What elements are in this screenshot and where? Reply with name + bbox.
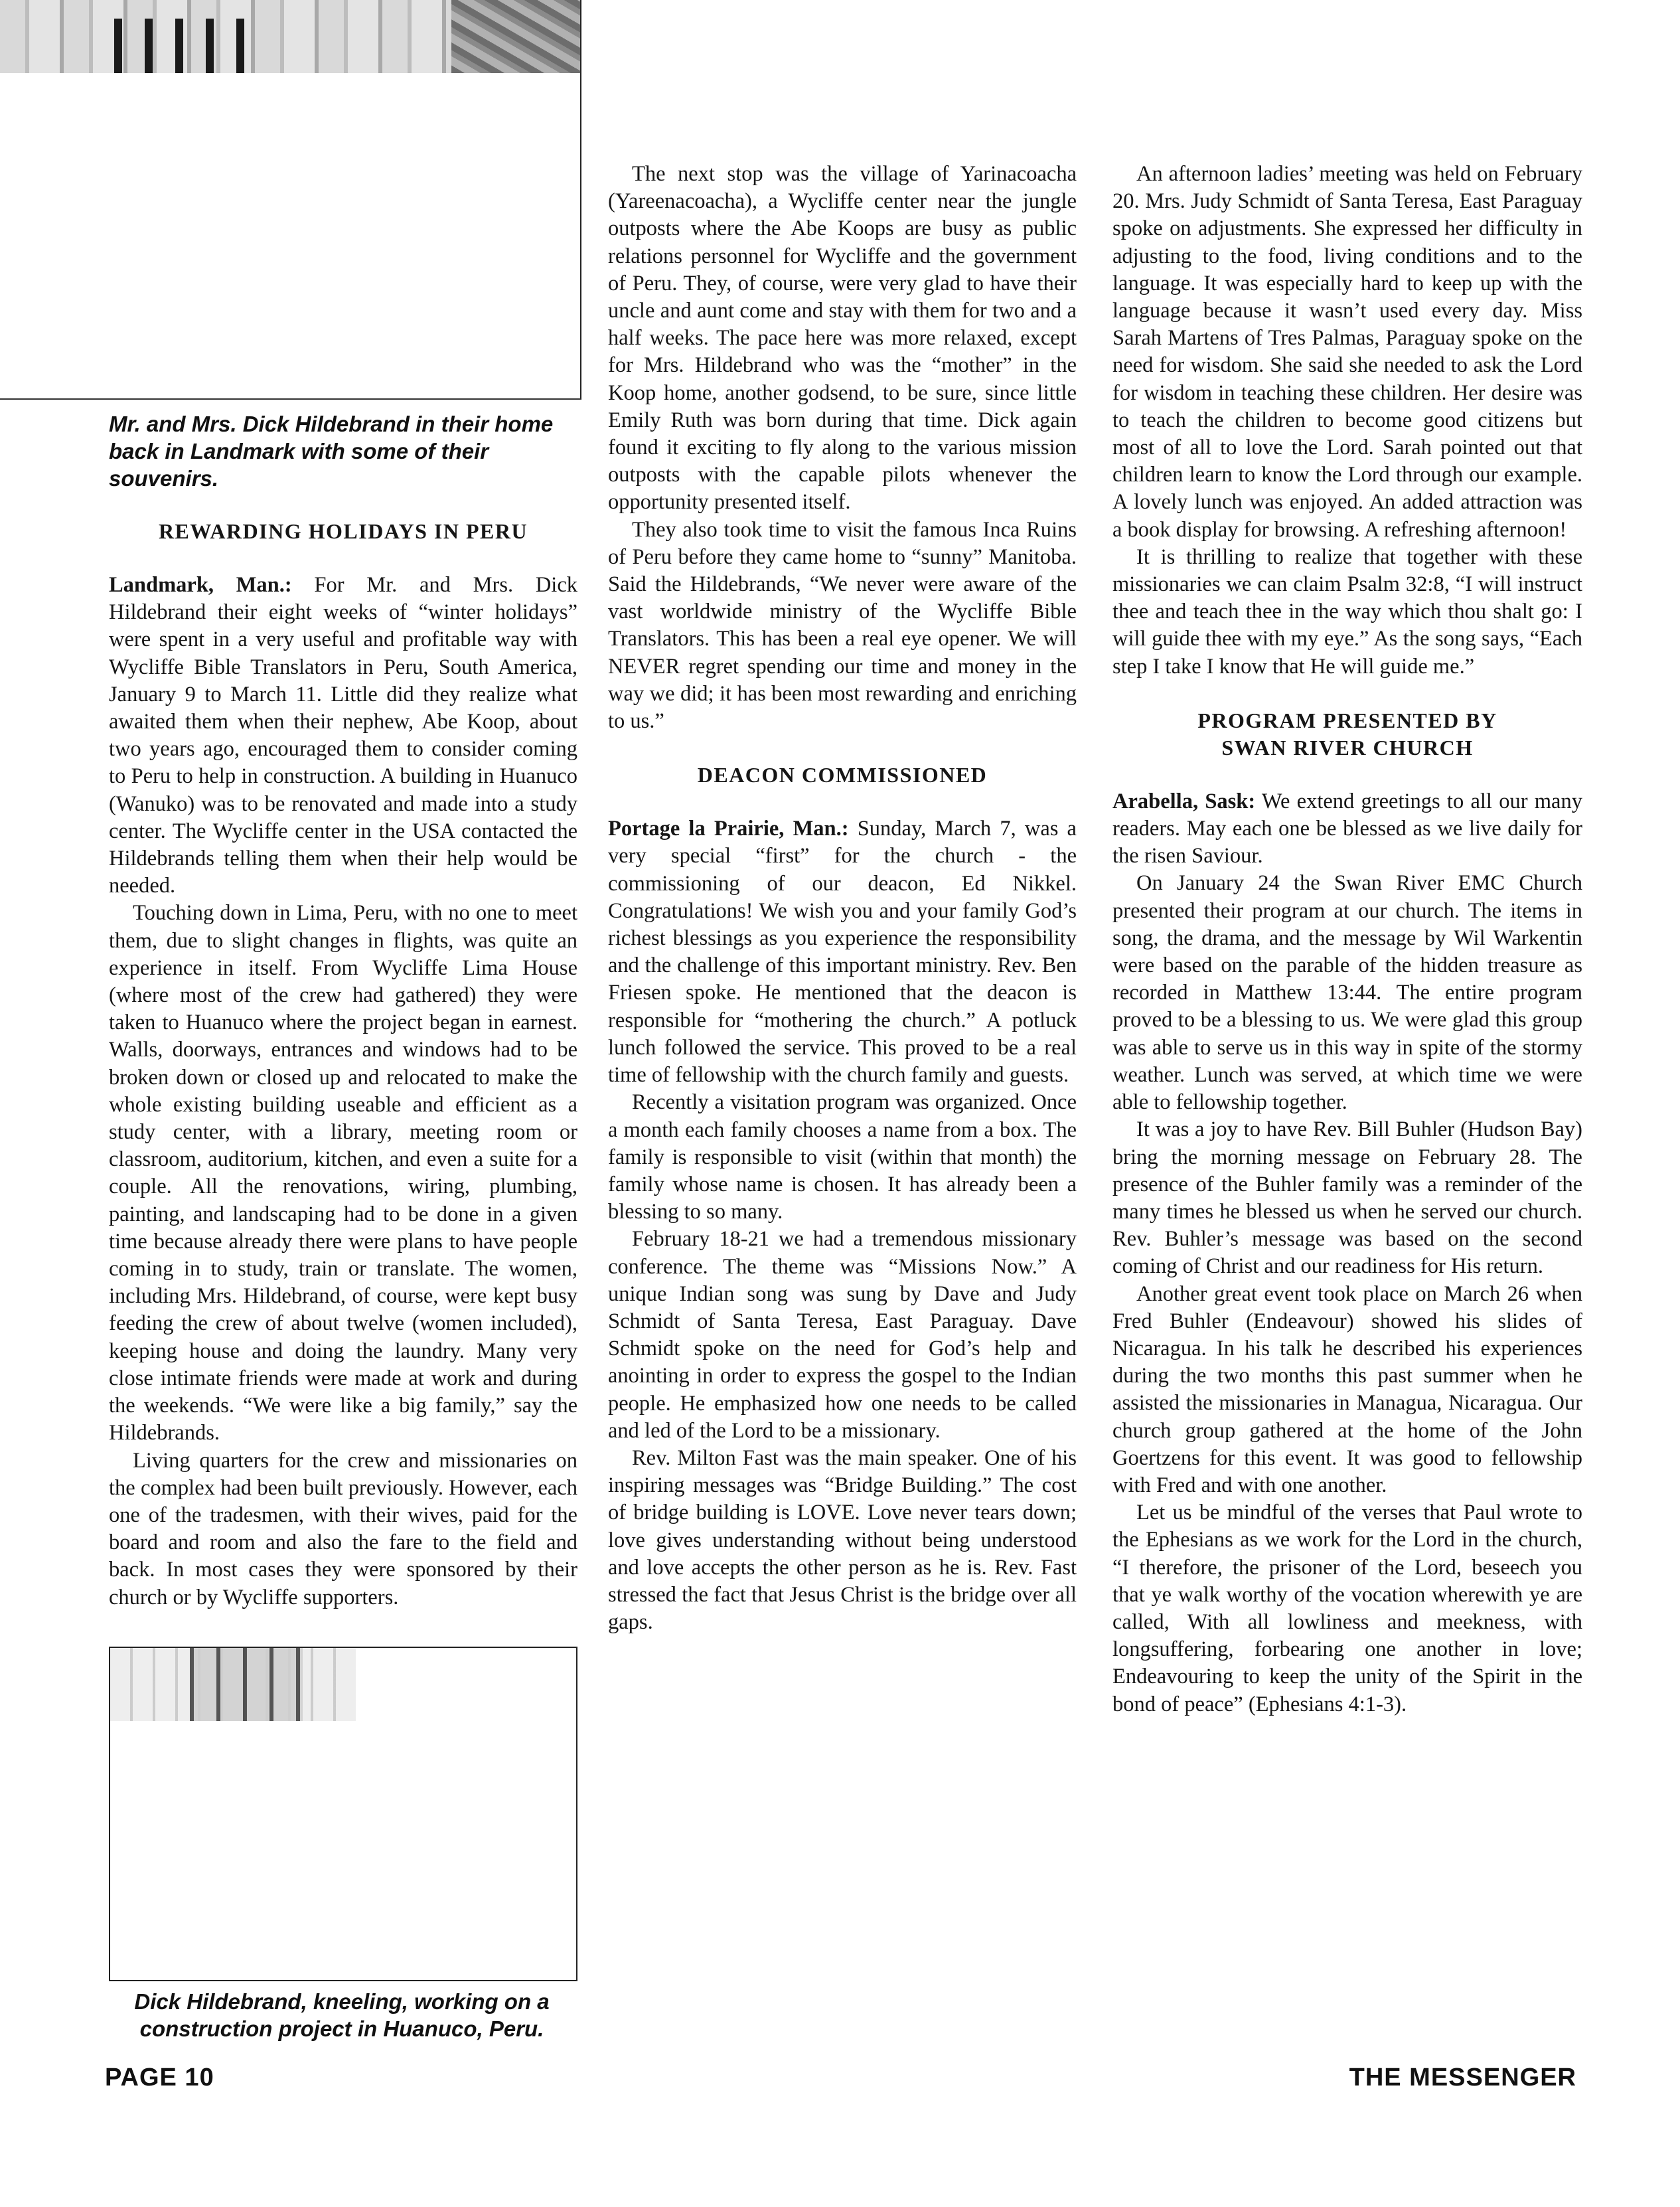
photo-hildebrands-home — [0, 0, 581, 400]
article-paragraph: Recently a visitation program was organized. Once a month each family chooses a name from a box. The family is responsible to visit (within that month) the family whose name is chosen. It has already been a blessing to so many. — [608, 1090, 1077, 1224]
dateline: Landmark, Man.: — [109, 573, 292, 597]
article-heading — [1112, 707, 1582, 762]
column-2 — [608, 161, 1077, 1636]
dateline: Portage la Prairie, Man.: — [608, 817, 849, 841]
article-paragraph: Touching down in Lima, Peru, with no one to meet them, due to slight changes in flights, was quite an experience in itself. From Wycliffe Lima House (where most of the crew had gathered) they were taken to Huanuco where the project began in earnest. Walls, doorways, entrances and windows had to be broken down or closed up and relocated to make the whole existing building useable and efficient as a study center, with a library, meeting room or classroom, auditorium, kitchen, and even a suite for a couple. All the renovations, wiring, plumbing, painting, and landscaping had to be done in a given time because already there were plans to have people coming in to study, train or translate. The women, including Mrs. Hildebrand, of course, were kept busy feeding the crew of about twelve (women included), keeping house and doing the laundry. Many very close intimate friends were made at work and during the weekends. “We were like a big family,” say the Hildebrands. — [109, 901, 577, 1445]
article-paragraph: An afternoon ladies’ meeting was held on February 20. Mrs. Judy Schmidt of Santa Teresa, East Paraguay spoke on adjustments. She expressed her difficulty in adjusting to the food, living conditions and to the language. It was especially hard to keep up with the language because it wasn’t used every day. Miss Sarah Martens of Tres Palmas, Paraguay spoke on the need for wisdom. She said she needed to ask the Lord for wisdom in teaching these children. Her desire was to teach the children to become good citizens but most of all to love the Lord. Sarah pointed out that children learn to know the Lord through our example. A lovely lunch was enjoyed. An added attraction was a book display for browsing. A refreshing afternoon! — [1112, 162, 1582, 542]
photo-caption-bottom: Dick Hildebrand, kneeling, working on a construction project in Huanuco, Peru. — [134, 1989, 550, 2041]
photo-railing — [114, 19, 267, 73]
page-number: PAGE 10 — [105, 2064, 214, 2091]
article-paragraph: Portage la Prairie, Man.: Sunday, March 7, was a very special “first” for the church - the commissioning of our deacon, Ed Nikkel. Congratulations! We wish you and your family God’s richest blessings as you experience the responsibility and the challenge of this important ministry. Rev. Ben Friesen spoke. He mentioned that the deacon is responsible for “mothering the church.” A potluck lunch followed the service. This proved to be a real time of fellowship with the church family and guests. — [608, 817, 1077, 1088]
article-paragraph: It was a joy to have Rev. Bill Buhler (Hudson Bay) bring the morning message on February 28. The presence of the Buhler family was a reminder of the many times he blessed us when he served our church. Rev. Buhler’s message was based on the second coming of Christ and our readiness for His return. — [1112, 1117, 1582, 1279]
column-1 — [109, 518, 577, 1611]
photo-construction-project — [109, 1647, 577, 1981]
article-paragraph: Landmark, Man.: For Mr. and Mrs. Dick Hildebrand their eight weeks of “winter holidays” were spent in a very useful and profitable way with Wycliffe Bible Translators in Peru, South America, January 9 to March 11. Little did they realize what awaited them when their nephew, Abe Koop, about two years ago, encouraged them to consider coming to Peru to help in construction. A building in Huanuco (Wanuko) was to be renovated and made into a study center. The Wycliffe center in the USA contacted the Hildebrands telling them when their help would be needed. — [109, 573, 577, 898]
article-paragraph: Arabella, Sask: We extend greetings to all our many readers. May each one be blessed as we live daily for the risen Saviour. — [1112, 789, 1582, 868]
article-paragraph: They also took time to visit the famous Inca Ruins of Peru before they came home to “sunny” Manitoba. Said the Hildebrands, “We never were aware of the vast worldwide ministry of the Wycliffe Bible Translators. This has been a real eye opener. We will NEVER regret spending our time and money in the way we did; it has been most rewarding and enriching to us.” — [608, 517, 1077, 734]
photo-redacted-area — [0, 73, 581, 400]
dateline: Arabella, Sask: — [1112, 789, 1256, 813]
article-heading: DEACON COMMISSIONED — [697, 763, 988, 787]
article-paragraph: On January 24 the Swan River EMC Church presented their program at our church. The items in song, the drama, and the message by Wil Warkentin were based on the parable of the hidden treasure as recorded in Matthew 13:44. The entire program proved to be a blessing to us. We were glad this group was able to serve us in this way in spite of the stormy weather. Lunch was served, at which time we were able to fellowship together. — [1112, 871, 1582, 1115]
article-paragraph: It is thrilling to realize that together with these missionaries we can claim Psalm 32:8, “I will instruct thee and teach thee in the way which thou shalt go: I will guide thee with my eye.” As the song says, “Each step I take I know that He will guide me.” — [1112, 544, 1582, 679]
article-paragraph: February 18-21 we had a tremendous missionary conference. The theme was “Missions Now.” A unique Indian song was sung by Dave and Judy Schmidt of Santa Teresa, East Paraguay. Dave Schmidt spoke on the need for God’s help and anointing in order to express the gospel to the Indian people. He emphasized how one needs to be called and led of the Lord to be a missionary. — [608, 1227, 1077, 1443]
article-paragraph: Let us be mindful of the verses that Paul wrote to the Ephesians as we work for the Lord in the church, “I therefore, the prisoner of the Lord, beseech you that ye walk worthy of the vocation wherewith ye are called, With all lowliness and meekness, with longsuffering, forbearing one another in love; Endeavouring to keep the unity of the Spirit in the bond of peace” (Ephesians 4:1-3). — [1112, 1501, 1582, 1716]
article-heading-line: PROGRAM PRESENTED BY — [1197, 708, 1497, 732]
article-heading: REWARDING HOLIDAYS IN PERU — [158, 519, 528, 543]
article-paragraph: Living quarters for the crew and missionaries on the complex had been built previously. However, each one of the tradesmen, with their wives, paid for the board and room and also the fare to the field and back. In most cases they were sponsored by their church or by Wycliffe supporters. — [109, 1448, 577, 1609]
article-paragraph: Another great event took place on March 26 when Fred Buhler (Endeavour) showed his slides of Nicaragua. In his talk he described his experiences during the two months this past summer when he assisted the missionaries in Managua, Nicaragua. Our church group gathered at the home of the John Goertzens for this event. It was good to fellowship with Fred and with one another. — [1112, 1281, 1582, 1497]
photo-caption-top: Mr. and Mrs. Dick Hildebrand in their home back in Landmark with some of their souvenirs. — [109, 412, 554, 491]
column-3 — [1112, 161, 1582, 1718]
photo-stone-detail — [451, 0, 581, 73]
article-paragraph: The next stop was the village of Yarinacoacha (Yareenacoacha), a Wycliffe center near the jungle outposts where the Abe Koops are busy as public relations personnel for Wycliffe and the government of Peru. They, of course, were very glad to have their uncle and aunt come and stay with them for two and a half weeks. The pace here was more relaxed, except for Mrs. Hildebrand who was the “mother” in the Koop home, another godsend, to be sure, since little Emily Ruth was born during that time. Dick again found it exciting to fly along to the various mission outposts with the capable pilots whenever the opportunity presented itself. — [608, 162, 1077, 515]
article-heading-line: SWAN RIVER CHURCH — [1221, 735, 1474, 760]
photo-window — [190, 1648, 303, 1721]
article-paragraph: Rev. Milton Fast was the main speaker. One of his inspiring messages was “Bridge Building.” The cost of bridge building is LOVE. Love never tears down; love gives understanding without being understood and love accepts the other person as he is. Rev. Fast stressed the fact that Jesus Christ is the bridge over all gaps. — [608, 1445, 1077, 1635]
publication-name: THE MESSENGER — [1349, 2064, 1576, 2091]
